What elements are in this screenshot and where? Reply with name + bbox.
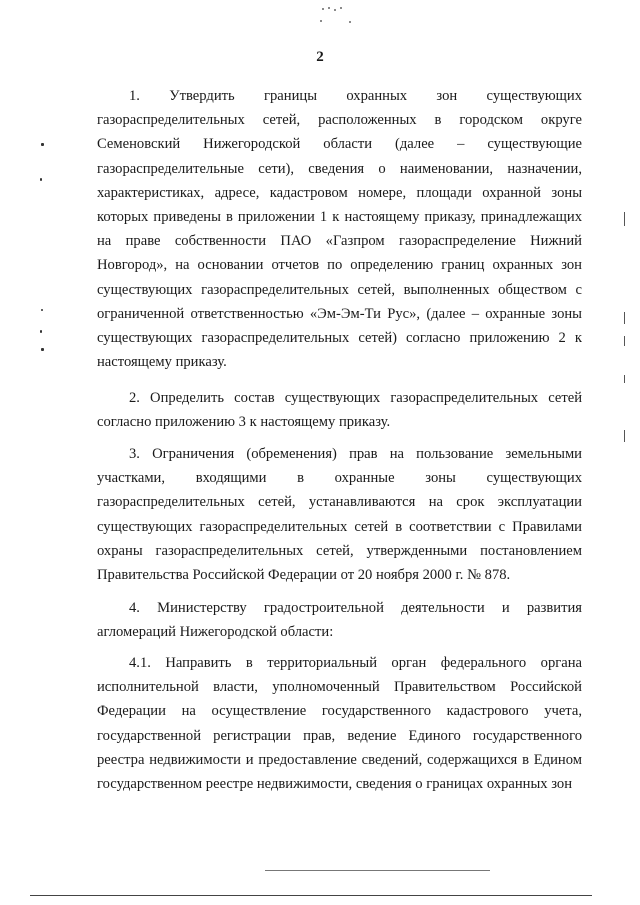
scan-bottom-line [262, 895, 592, 896]
scan-speck-left [40, 330, 42, 333]
paragraph-1: 1. Утвердить границы охранных зон существующих газораспределительных сетей, расположенных в городском округе Семеновский Нижегородской области (далее – существующие газораспределительные сети), сведения о наименовании, назначении, характеристиках, адресе, кадастровом номере, площади охранной зоны которых приведены в приложении 1 к настоящему приказу, принадлежащих на праве собственности ПАО «Газпром газораспределение Нижний Новгород», на основании отчетов по определению границ охранных зон существующих газораспределительных сетей, выполненных обществом с ограниченной ответственностью «Эм-Эм-Ти Рус», (далее – охранные зоны существующих газораспределительных сетей) согласно приложению 2 к настоящему приказу. [97, 88, 582, 371]
paragraph-4-1: 4.1. Направить в территориальный орган федерального органа исполнительной власти, уполномоченный Правительством Российской Федерации на осуществление государственного кадастрового учета, государственной регистрации прав, ведение Единого государственного реестра недвижимости и предоставление сведений, содержащихся в Едином государственном реестре недвижимости, сведения о границах охранных зон [97, 655, 582, 793]
paragraph-3: 3. Ограничения (обременения) прав на пользование земельными участками, входящими в охранные зоны существующих газораспределительных сетей, устанавливаются на срок эксплуатации существующих газораспределительных сетей в соответствии с Правилами охраны газораспределительных сетей, утвержденными постановлением Правительства Российской Федерации от 20 ноября 2000 г. № 878. [97, 446, 582, 584]
scan-artifact-top [318, 6, 358, 28]
scan-mark-right [624, 312, 625, 324]
paragraph-2: 2. Определить состав существующих газораспределительных сетей согласно приложению 3 к настоящему приказу. [97, 390, 582, 431]
paragraph-4: 4. Министерству градостроительной деятельности и развития агломераций Нижегородской области: [97, 600, 582, 641]
scan-speck-left [40, 178, 42, 181]
scan-speck-left [41, 143, 44, 146]
scan-speck-left [41, 348, 44, 351]
scan-mark-right [624, 336, 625, 346]
scan-mark-right [624, 212, 625, 226]
scan-speck-left [41, 309, 43, 311]
scan-mark-right [624, 375, 625, 383]
scan-mark-right [624, 430, 625, 442]
scan-bottom-line [265, 870, 490, 871]
scan-bottom-line [30, 895, 270, 896]
page-number: 2 [316, 49, 324, 65]
